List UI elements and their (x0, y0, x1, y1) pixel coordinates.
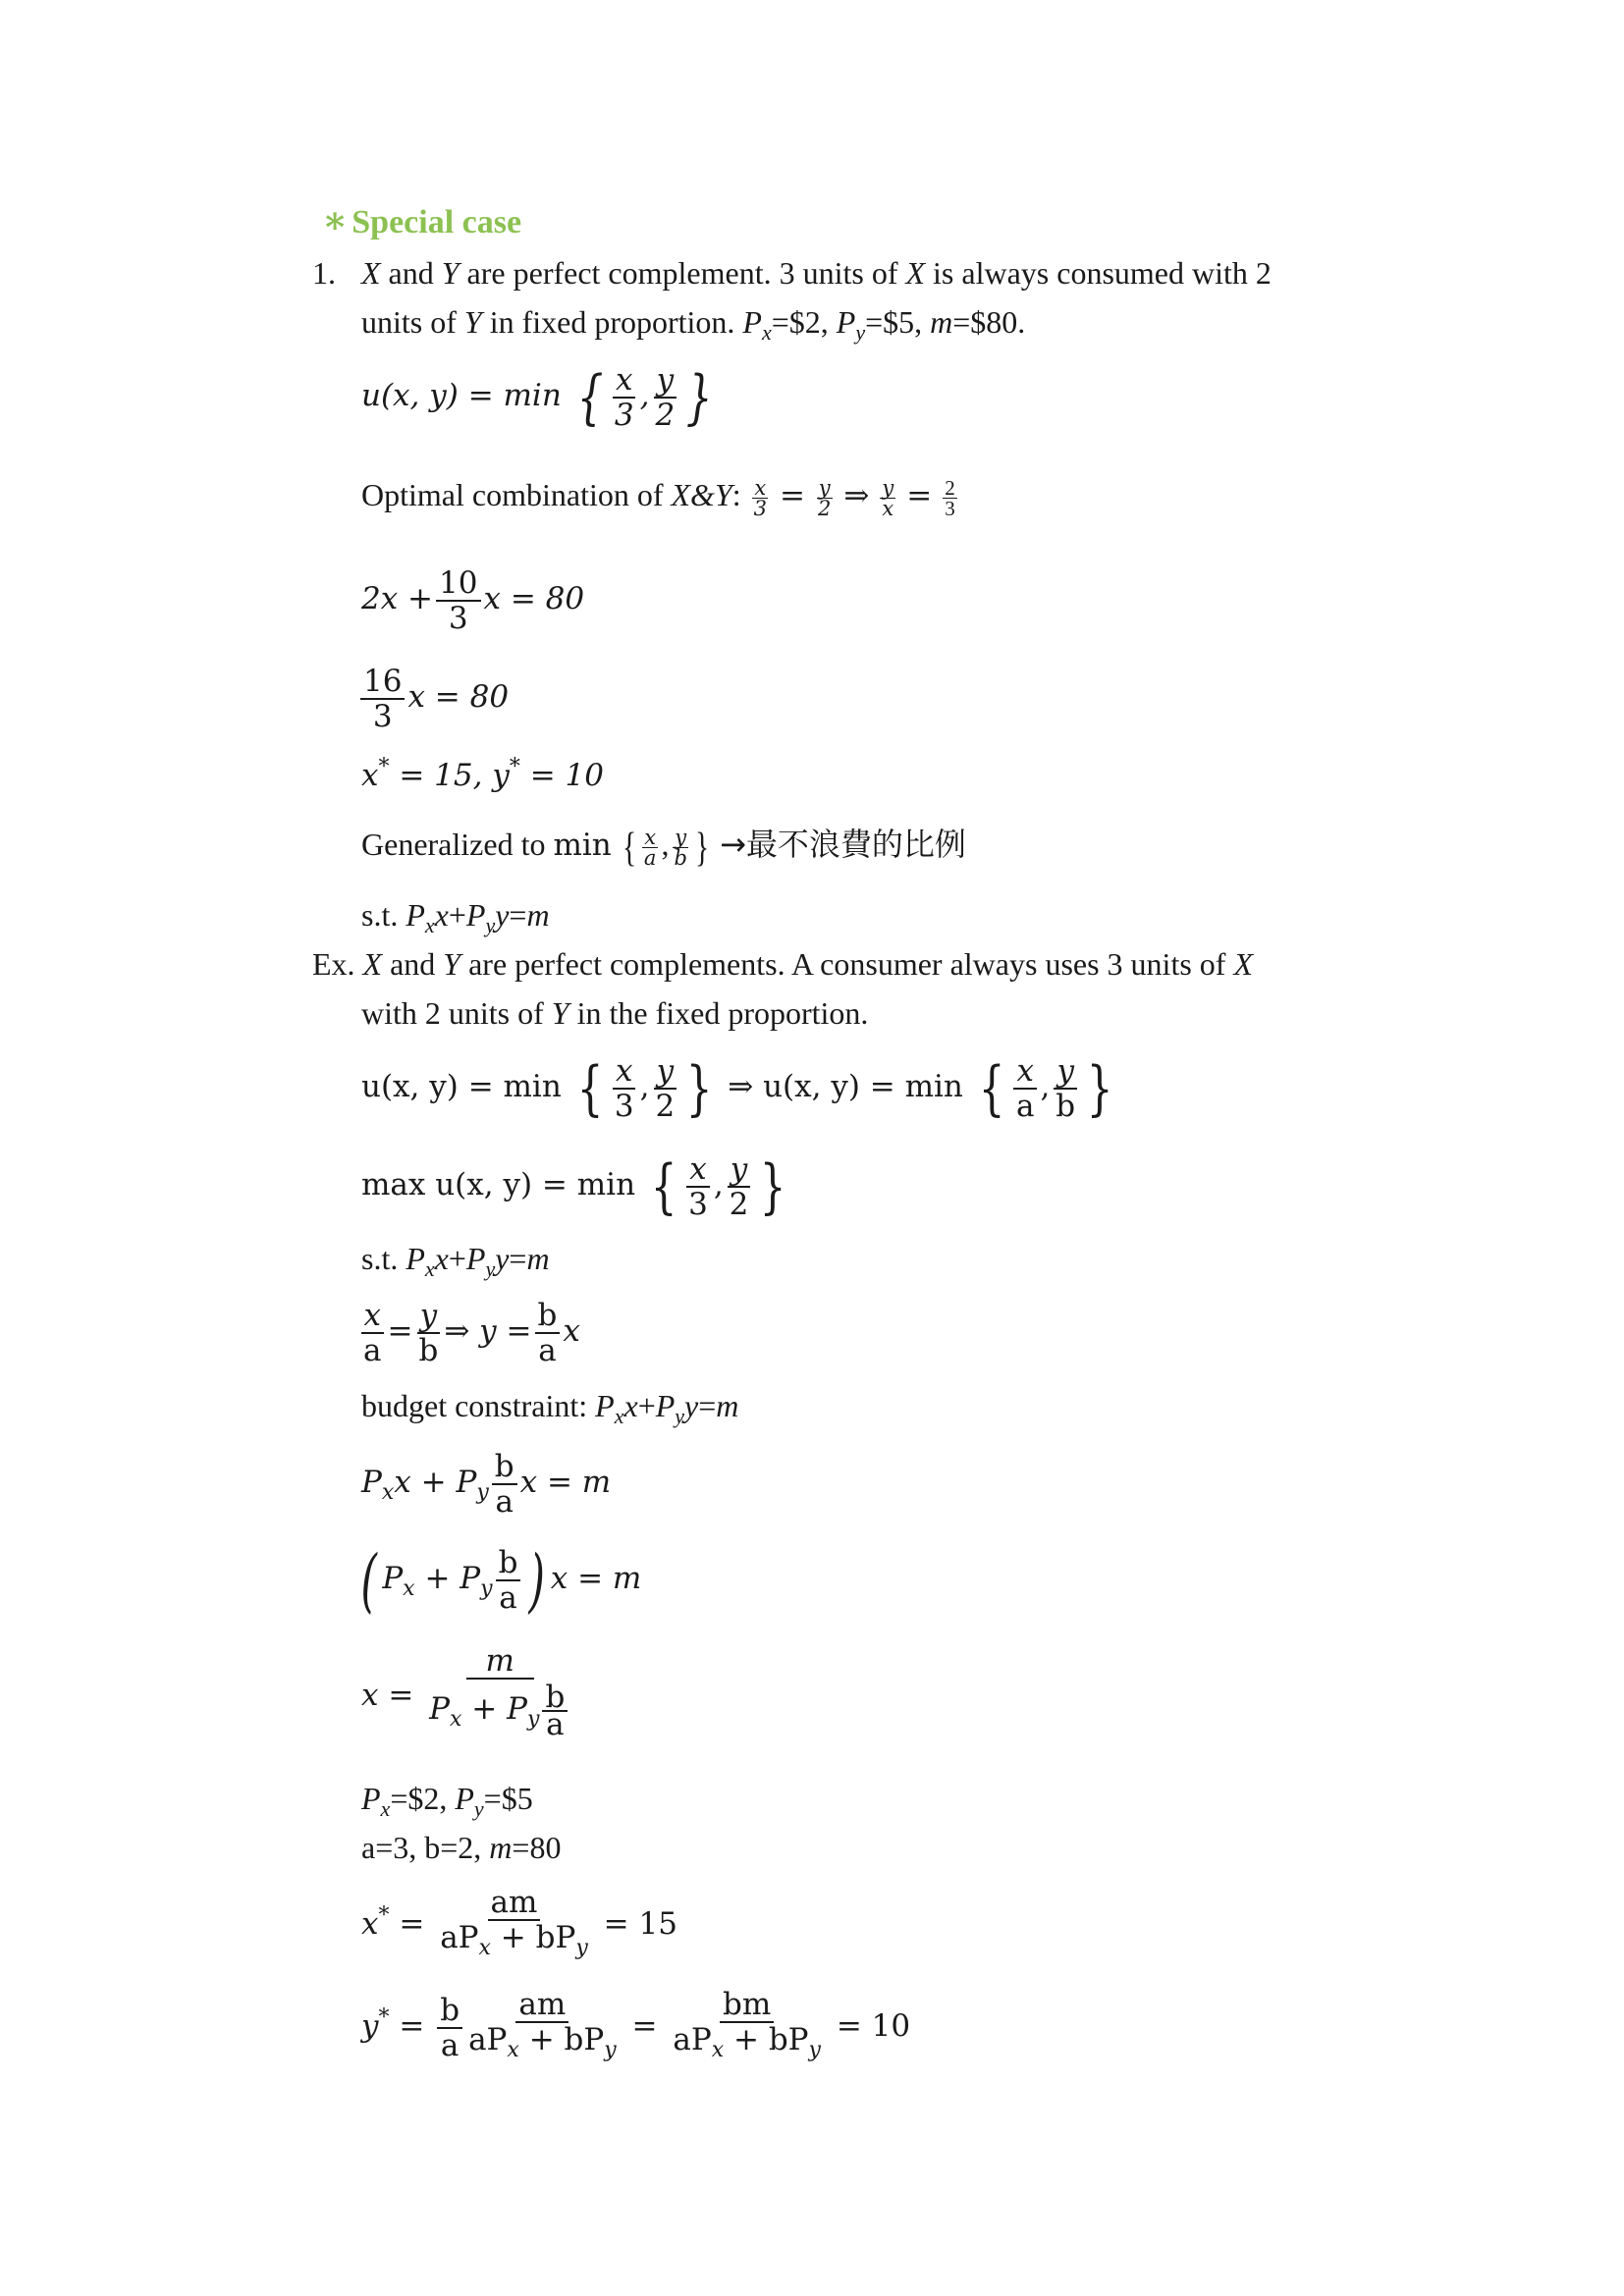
implies-text: ⇒ u(x, y) = min (728, 1069, 963, 1104)
fraction (752, 476, 769, 521)
text: = (389, 1906, 425, 1942)
budget-equation-2 (355, 1541, 641, 1627)
price: P (655, 1388, 676, 1423)
income-m: m (930, 304, 953, 340)
denominator: 2 (817, 497, 832, 521)
subscript: y (855, 320, 866, 345)
denominator: 2 (655, 397, 676, 433)
var: y (492, 758, 510, 793)
denominator: 2 (729, 1186, 749, 1222)
subscript: x (380, 1796, 391, 1821)
denominator: x (882, 497, 894, 521)
denominator: a (643, 846, 657, 871)
subscript: x (424, 1256, 435, 1281)
asterisk-icon: ∗ (322, 200, 349, 241)
fraction (612, 363, 637, 432)
text: aP (468, 2022, 508, 2057)
numerator: x (754, 476, 767, 501)
fraction (535, 1299, 561, 1367)
utility-equation-2: u(x, y) = min { $\frac{x}{3}$ , $\frac{y}{2}$ } ⇒ u(x, y) = min { $\frac{x}{a}$ , $\frac{y}{b}$ } (361, 1052, 1113, 1124)
denominator: a (546, 1706, 565, 1742)
var: y (684, 1388, 699, 1423)
denominator: 3 (753, 497, 767, 521)
left-brace: { (978, 1053, 1005, 1123)
numerator: am (515, 1988, 568, 2023)
text: s.t. (361, 897, 406, 933)
denominator: a (1015, 1088, 1035, 1124)
fraction (426, 1644, 573, 1749)
fraction (360, 1299, 384, 1367)
equals: = (631, 2008, 658, 2044)
example-line-2 (361, 993, 868, 1033)
subscript: y (604, 2038, 617, 2062)
price: P (595, 1388, 615, 1423)
fraction (672, 826, 688, 871)
text: = 10 (836, 2008, 911, 2044)
numerator: y (654, 363, 677, 399)
var-y: Y (463, 304, 482, 340)
numerator: y (728, 1152, 751, 1188)
text: P (361, 1465, 382, 1500)
denominator: 3 (614, 397, 634, 433)
left-brace: { (576, 362, 604, 432)
example-line-1 (312, 944, 1253, 984)
var: x (434, 1241, 449, 1276)
text: = 15 (603, 1906, 677, 1942)
text: = 15, (389, 758, 493, 793)
denominator: 2 (655, 1088, 676, 1124)
fraction (542, 1679, 568, 1742)
text: =$80. (952, 304, 1026, 340)
denominator (670, 2023, 824, 2067)
numerator: x (686, 1152, 709, 1188)
var-xy: X&Y (671, 477, 732, 512)
text: in fixed proportion. (481, 304, 743, 340)
numerator: y (1054, 1054, 1077, 1090)
var-x: X (905, 255, 926, 291)
denominator: b (1056, 1088, 1076, 1124)
text: and (382, 946, 444, 982)
numerator: b (496, 1546, 521, 1581)
text: =$2, (771, 304, 837, 340)
text: and (380, 255, 442, 291)
numerator: x (644, 826, 657, 850)
text: x = 80 (407, 679, 510, 715)
denominator: a (538, 1332, 557, 1368)
var: x (361, 1906, 379, 1942)
numerator: 10 (436, 566, 480, 602)
text: = (698, 1388, 717, 1423)
solution-x-star (361, 1877, 677, 1965)
numerator: m (466, 1644, 534, 1680)
text: P (429, 1691, 451, 1727)
text: x (563, 1313, 580, 1349)
min: min (553, 828, 612, 863)
numerator: y (675, 826, 687, 850)
generalized-line: Generalized to min { $\frac{x}{a}$ , $\frac{y}{b}$ } →最不浪費的比例 (361, 825, 966, 871)
fraction (943, 476, 957, 521)
right-brace: } (685, 362, 713, 432)
var: m (526, 897, 550, 933)
fraction (436, 566, 480, 635)
var: m (526, 1241, 550, 1276)
text: + P (414, 1561, 481, 1596)
equation-lhs: u(x, y) = min (361, 378, 562, 413)
text: + (637, 1388, 656, 1423)
superscript: * (378, 755, 390, 779)
heading-text: Special case (352, 204, 522, 240)
superscript: * (509, 755, 520, 779)
text: = 10 (519, 758, 604, 793)
denominator (437, 1921, 591, 1965)
fraction (670, 1988, 824, 2067)
optimal-combination (361, 467, 960, 523)
text: x = 80 (483, 581, 585, 616)
text: a=3, b=2, (361, 1830, 490, 1865)
numerator: x (613, 363, 635, 399)
section-heading (322, 201, 521, 242)
subscript: y (480, 1576, 493, 1601)
note-text: →最不浪費的比例 (720, 826, 966, 863)
numerator: b (535, 1299, 561, 1334)
text: Generalized to (361, 827, 554, 862)
numerator: b (542, 1684, 568, 1712)
text: =80 (512, 1830, 562, 1865)
text: + bP (490, 1920, 576, 1955)
utility-equation: u(x, y) = min { $\frac{x}{3}$ , $\frac{y}{2}$ } (361, 361, 713, 433)
item-1-line-2 (361, 302, 1025, 352)
text: = (389, 2008, 425, 2044)
fraction (880, 476, 895, 521)
numerator: y (882, 476, 894, 501)
price: P (406, 897, 425, 933)
denominator: a (363, 1332, 382, 1368)
text: + bP (518, 2022, 605, 2057)
denominator: 3 (372, 698, 393, 734)
numerator: y (818, 476, 831, 501)
subscript: x (507, 2038, 519, 2062)
fraction (437, 1886, 591, 1965)
fraction (415, 1299, 441, 1367)
text: + (448, 1241, 466, 1276)
text: aP (440, 1920, 479, 1955)
denominator: 3 (688, 1186, 708, 1222)
numerator: 16 (360, 665, 405, 700)
equals: = (906, 478, 933, 513)
text: x = m (550, 1561, 642, 1596)
denominator: b (418, 1332, 439, 1368)
fraction (437, 1994, 462, 2062)
text: + (448, 897, 466, 933)
fraction (652, 1054, 677, 1123)
numerator: 2 (945, 476, 955, 501)
var-y: Y (441, 255, 460, 291)
price-values (361, 1779, 533, 1829)
equation-lhs: u(x, y) = min (361, 1069, 562, 1104)
fraction (642, 826, 659, 871)
subscript: y (575, 1936, 588, 1960)
budget-constraint (361, 1386, 738, 1436)
equation-lhs: max u(x, y) = min (361, 1167, 636, 1202)
subscript: x (450, 1707, 462, 1732)
left-brace: { (622, 825, 636, 871)
text: s.t. (361, 1241, 406, 1276)
text: x + P (394, 1465, 477, 1500)
text: are perfect complement. 3 units of (459, 255, 906, 291)
right-brace: } (685, 1053, 713, 1123)
price-x: P (742, 304, 762, 340)
example-label: Ex. (312, 946, 363, 982)
subscript: y (675, 1404, 685, 1428)
price: P (455, 1781, 474, 1816)
text: + P (461, 1691, 527, 1727)
item-1-number: 1. (312, 255, 336, 291)
text: aP (673, 2022, 712, 2057)
text: with 2 units of (361, 995, 552, 1031)
subscript: x (761, 320, 772, 345)
price: P (406, 1241, 425, 1276)
text: = (509, 897, 527, 933)
constraint-1 (361, 895, 550, 945)
subscript: x (614, 1404, 624, 1428)
text: : (731, 477, 749, 512)
left-brace: { (576, 1053, 604, 1123)
numerator: am (488, 1886, 541, 1921)
denominator: 3 (448, 600, 468, 636)
price: P (465, 897, 486, 933)
text: Optimal combination of (361, 477, 672, 512)
right-paren: ) (528, 1539, 546, 1621)
numerator: bm (720, 1988, 774, 2023)
text: P (382, 1561, 404, 1596)
text: units of (361, 304, 464, 340)
fraction (360, 665, 405, 733)
denominator (465, 2023, 620, 2067)
fraction (492, 1450, 517, 1519)
text: =$5, (865, 304, 931, 340)
numerator: x (361, 1299, 384, 1334)
fraction (727, 1152, 752, 1221)
subscript: y (808, 2038, 821, 2062)
var: y (361, 2008, 379, 2044)
var: x (623, 1388, 638, 1423)
denominator (426, 1680, 573, 1749)
right-brace: } (760, 1151, 786, 1221)
text: budget constraint: (361, 1388, 596, 1423)
var: m (716, 1388, 739, 1423)
text: + bP (724, 2022, 809, 2057)
solution-x-general (361, 1641, 576, 1749)
equals: = (780, 478, 805, 513)
denominator: a (495, 1483, 514, 1520)
text: in the fixed proportion. (568, 995, 869, 1031)
var: X (362, 946, 383, 982)
fraction (465, 1988, 620, 2067)
fraction (496, 1546, 521, 1615)
price: P (361, 1781, 381, 1816)
superscript: * (378, 2005, 390, 2030)
denominator: 3 (945, 497, 955, 521)
item-1-line-1 (361, 253, 1272, 293)
denominator: a (499, 1579, 517, 1616)
equation-a (361, 561, 584, 636)
subscript: x (711, 2038, 725, 2062)
text: are perfect complements. A consumer always uses 3 units of (460, 946, 1234, 982)
right-brace: } (694, 825, 710, 871)
implies-icon: ⇒ (843, 478, 870, 513)
denominator: a (440, 2027, 460, 2063)
denominator: b (674, 846, 687, 871)
constraint-2 (361, 1239, 550, 1289)
numerator: b (492, 1450, 517, 1485)
subscript: x (478, 1936, 491, 1960)
denominator: 3 (614, 1088, 634, 1124)
numerator: b (437, 1994, 462, 2029)
budget-equation-1 (361, 1445, 611, 1530)
subscript: y (485, 1256, 496, 1281)
numerator: y (417, 1299, 441, 1334)
var: x (361, 758, 379, 793)
subscript: y (527, 1707, 540, 1732)
text: 2x + (361, 581, 434, 616)
left-paren: ( (360, 1539, 377, 1621)
var: m (489, 1830, 513, 1865)
numerator: y (654, 1054, 677, 1090)
var: y (495, 1241, 510, 1276)
numerator: x (1013, 1054, 1036, 1090)
price: P (465, 1241, 486, 1276)
equation-c (361, 748, 604, 795)
var: x (434, 897, 449, 933)
max-utility-equation: max u(x, y) = min { $\frac{x}{3}$ , $\frac{y}{2}$ } (361, 1150, 786, 1222)
equals: = (387, 1313, 413, 1349)
text: x = (361, 1678, 414, 1713)
right-brace: } (1086, 1053, 1113, 1123)
ratio-equation (357, 1294, 580, 1368)
left-brace: { (650, 1151, 677, 1221)
subscript: y (473, 1796, 484, 1821)
text: =$2, (390, 1781, 456, 1816)
equation-b (357, 660, 509, 734)
var-x: X (361, 255, 381, 291)
var: Y (551, 995, 569, 1031)
solution-y-star (361, 1979, 910, 2067)
fraction (612, 1054, 637, 1123)
subscript: y (485, 913, 496, 937)
var: X (1233, 946, 1253, 982)
parameter-values (361, 1828, 561, 1867)
fraction (1053, 1054, 1078, 1123)
text: =$5 (483, 1781, 533, 1816)
subscript: x (403, 1576, 415, 1601)
fraction (816, 476, 833, 521)
numerator: x (613, 1054, 635, 1090)
price-y: P (836, 304, 856, 340)
subscript: y (476, 1480, 489, 1505)
superscript: * (378, 1903, 390, 1928)
fraction (685, 1152, 711, 1221)
fraction (652, 363, 677, 432)
text: is always consumed with 2 (925, 255, 1272, 291)
text: x = m (519, 1465, 612, 1500)
subscript: x (381, 1480, 395, 1505)
var: y (495, 897, 510, 933)
var: Y (443, 946, 461, 982)
subscript: x (424, 913, 435, 937)
fraction (1013, 1054, 1037, 1123)
implies-text: ⇒ y = (444, 1313, 532, 1349)
text: = (509, 1241, 527, 1276)
